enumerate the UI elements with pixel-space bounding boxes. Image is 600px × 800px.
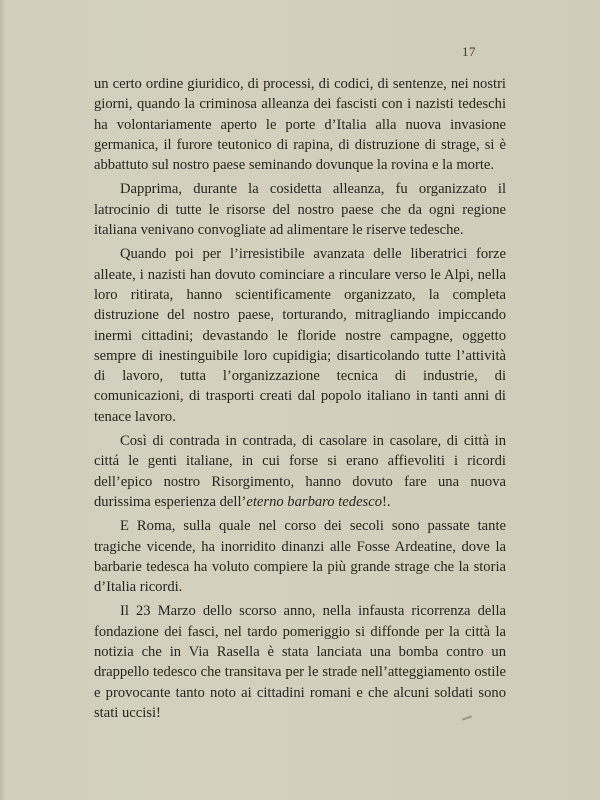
paragraph-4-end: !.	[382, 493, 391, 510]
paragraph-4	[94, 431, 506, 512]
paragraph-4-italic: eterno barbaro tedesco	[246, 493, 383, 510]
paragraph-1: un certo ordine giuridico, di processi, di codici, di sentenze, nei nostri giorni, quando la criminosa alleanza dei fascisti con i nazisti tedeschi ha volontariamente aperto le porte d’Italia alla nuova invasione germanica, il furore teutonico di rapina, di distruzione di strage, si è abbattuto sul nostro paese seminando dovunque la rovina e la morte.	[94, 76, 506, 174]
paragraph-2: Dapprima, durante la cosidetta alleanza, fu organizzato il latrocinio di tutte le risorse del nostro paese che da ogni regione italiana venivano convogliate ad alimentare le riserve tedesche.	[94, 181, 506, 239]
paragraph-4-text: Così di contrada in contrada, di casolare in casolare, di città in cittá le genti italiane, in cui forse si erano affievoliti i ricordi dell’epico nostro Risorgimento, hanno dovuto fare una nuova durissima esperienza dell’	[94, 433, 506, 510]
paragraph-5: E Roma, sulla quale nel corso dei secoli sono passate tante tragiche vicende, ha inorridito dinanzi alle Fosse Ardeatine, dove la barbarie tedesca ha voluto compiere la più grande strage che la storia d’Italia ricordi.	[94, 518, 506, 596]
body-text	[94, 74, 506, 727]
page-number: 17	[462, 44, 476, 59]
paragraph-6: Il 23 Marzo dello scorso anno, nella infausta ricorrenza della fondazione dei fasci, nel tardo pomeriggio si diffonde per la città la notizia che in Via Rasella è stata lanciata una bomba contro un drappello tedesco che transitava per le strade nell’atteggiamento ostile e provocante tanto noto ai cittadini romani e che alcuni soldati sono stati uccisi!	[94, 603, 506, 721]
paragraph-3: Quando poi per l’irresistibile avanzata delle liberatrici forze alleate, i nazisti han dovuto cominciare a rinculare verso le Alpi, nella loro ritirata, hanno scientificamente organizzato, la completa distruzione del nostro paese, torturando, mitragliando impiccando inermi cittadini; devastando le floride nostre campagne, oggetto sempre di inestinguibile loro cupidigia; disarticolando tutte l’attività di lavoro, tutta l’organizzazione tecnica di industrie, di comunicazioni, di trasporti creati dal popolo italiano in tanti anni di tenace lavoro.	[94, 246, 506, 425]
